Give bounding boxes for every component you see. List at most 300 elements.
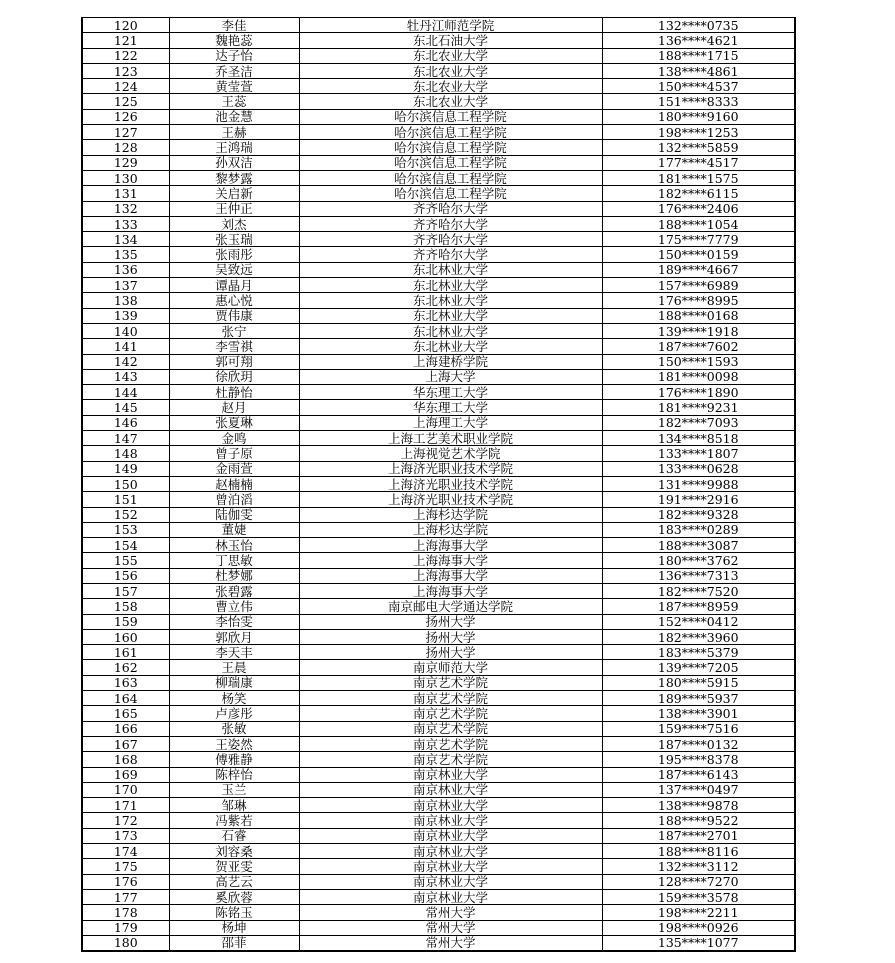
table-row: [82, 553, 795, 568]
table-row: [82, 492, 795, 507]
name-cell: 魏艳蕊: [169, 33, 299, 48]
row-number-cell: 139: [82, 308, 169, 323]
row-number-cell: 127: [82, 125, 169, 140]
phone-cell: 138****9878: [602, 798, 795, 813]
phone-cell: 187****8959: [602, 599, 795, 614]
school-cell: 齐齐哈尔大学: [299, 247, 602, 262]
table-row: [82, 507, 795, 522]
table-row: [82, 323, 795, 338]
school-cell: 上海视觉艺术学院: [299, 446, 602, 461]
phone-cell: 188****3087: [602, 538, 795, 553]
row-number-cell: 180: [82, 935, 169, 951]
school-cell: 上海海事大学: [299, 583, 602, 598]
row-number-cell: 143: [82, 369, 169, 384]
table-row: [82, 79, 795, 94]
name-cell: 奚欣蓉: [169, 889, 299, 904]
table-row: [82, 354, 795, 369]
row-number-cell: 155: [82, 553, 169, 568]
row-number-cell: 160: [82, 629, 169, 644]
school-cell: 南京艺术学院: [299, 736, 602, 751]
phone-cell: 176****2406: [602, 201, 795, 216]
name-cell: 孙双洁: [169, 155, 299, 170]
phone-cell: 138****4861: [602, 63, 795, 78]
phone-cell: 191****2916: [602, 492, 795, 507]
table-row: [82, 920, 795, 935]
row-number-cell: 159: [82, 614, 169, 629]
school-cell: 南京林业大学: [299, 798, 602, 813]
table-row: [82, 859, 795, 874]
row-number-cell: 161: [82, 645, 169, 660]
phone-cell: 137****0497: [602, 782, 795, 797]
name-cell: 赵楠楠: [169, 476, 299, 491]
row-number-cell: 156: [82, 568, 169, 583]
school-cell: 南京艺术学院: [299, 675, 602, 690]
name-cell: 邹琳: [169, 798, 299, 813]
row-number-cell: 176: [82, 874, 169, 889]
phone-cell: 132****0735: [602, 18, 795, 33]
name-cell: 张宁: [169, 323, 299, 338]
phone-cell: 176****8995: [602, 293, 795, 308]
school-cell: 南京林业大学: [299, 767, 602, 782]
phone-cell: 188****8116: [602, 844, 795, 859]
table-row: [82, 813, 795, 828]
table-row: [82, 125, 795, 140]
school-cell: 上海杉达学院: [299, 522, 602, 537]
school-cell: 东北农业大学: [299, 63, 602, 78]
row-number-cell: 137: [82, 278, 169, 293]
phone-cell: 132****5859: [602, 140, 795, 155]
name-cell: 金鸣: [169, 431, 299, 446]
table-row: [82, 186, 795, 201]
school-cell: 扬州大学: [299, 614, 602, 629]
phone-cell: 188****0168: [602, 308, 795, 323]
name-cell: 陈梓怡: [169, 767, 299, 782]
table-row: [82, 155, 795, 170]
table-row: [82, 599, 795, 614]
school-cell: 扬州大学: [299, 629, 602, 644]
row-number-cell: 134: [82, 232, 169, 247]
row-number-cell: 153: [82, 522, 169, 537]
name-cell: 金雨萱: [169, 461, 299, 476]
table-row: [82, 889, 795, 904]
table-row: [82, 339, 795, 354]
phone-cell: 181****9231: [602, 400, 795, 415]
name-cell: 杨坤: [169, 920, 299, 935]
name-cell: 张夏琳: [169, 415, 299, 430]
row-number-cell: 175: [82, 859, 169, 874]
school-cell: 东北林业大学: [299, 262, 602, 277]
row-number-cell: 177: [82, 889, 169, 904]
row-number-cell: 126: [82, 109, 169, 124]
school-cell: 齐齐哈尔大学: [299, 232, 602, 247]
row-number-cell: 135: [82, 247, 169, 262]
phone-cell: 152****0412: [602, 614, 795, 629]
table-row: [82, 583, 795, 598]
row-number-cell: 164: [82, 691, 169, 706]
name-cell: 李佳: [169, 18, 299, 33]
row-number-cell: 163: [82, 675, 169, 690]
row-number-cell: 133: [82, 216, 169, 231]
name-cell: 贾伟康: [169, 308, 299, 323]
name-cell: 王仲正: [169, 201, 299, 216]
row-number-cell: 124: [82, 79, 169, 94]
phone-cell: 159****7516: [602, 721, 795, 736]
table-row: [82, 385, 795, 400]
row-number-cell: 179: [82, 920, 169, 935]
school-cell: 南京林业大学: [299, 782, 602, 797]
table-row: [82, 538, 795, 553]
name-cell: 陈铭玉: [169, 905, 299, 920]
school-cell: 齐齐哈尔大学: [299, 216, 602, 231]
name-cell: 刘容桑: [169, 844, 299, 859]
school-cell: 常州大学: [299, 935, 602, 951]
phone-cell: 128****7270: [602, 874, 795, 889]
table-row: [82, 94, 795, 109]
school-cell: 东北林业大学: [299, 323, 602, 338]
table-row: [82, 109, 795, 124]
school-cell: 南京艺术学院: [299, 706, 602, 721]
row-number-cell: 173: [82, 828, 169, 843]
school-cell: 东北农业大学: [299, 79, 602, 94]
phone-cell: 176****1890: [602, 385, 795, 400]
name-cell: 张碧露: [169, 583, 299, 598]
table-row: [82, 767, 795, 782]
table-row: [82, 736, 795, 751]
school-cell: 东北林业大学: [299, 293, 602, 308]
name-cell: 董婕: [169, 522, 299, 537]
name-cell: 杜梦娜: [169, 568, 299, 583]
phone-cell: 187****7602: [602, 339, 795, 354]
name-cell: 王蕊: [169, 94, 299, 109]
table-row: [82, 844, 795, 859]
school-cell: 常州大学: [299, 905, 602, 920]
name-cell: 丁思敏: [169, 553, 299, 568]
name-cell: 吴致远: [169, 262, 299, 277]
phone-cell: 150****0159: [602, 247, 795, 262]
table-row: [82, 935, 795, 951]
phone-cell: 182****9328: [602, 507, 795, 522]
name-cell: 乔圣洁: [169, 63, 299, 78]
row-number-cell: 152: [82, 507, 169, 522]
name-cell: 郭欣月: [169, 629, 299, 644]
name-cell: 曾泊滔: [169, 492, 299, 507]
school-cell: 哈尔滨信息工程学院: [299, 109, 602, 124]
table-row: [82, 476, 795, 491]
table-row: [82, 874, 795, 889]
name-cell: 王晨: [169, 660, 299, 675]
school-cell: 扬州大学: [299, 645, 602, 660]
name-cell: 达子怡: [169, 48, 299, 63]
school-cell: 东北林业大学: [299, 278, 602, 293]
school-cell: 齐齐哈尔大学: [299, 201, 602, 216]
roster-table-body: [82, 18, 795, 952]
school-cell: 南京林业大学: [299, 859, 602, 874]
phone-cell: 133****0628: [602, 461, 795, 476]
row-number-cell: 168: [82, 752, 169, 767]
table-row: [82, 828, 795, 843]
name-cell: 赵月: [169, 400, 299, 415]
row-number-cell: 129: [82, 155, 169, 170]
table-row: [82, 645, 795, 660]
name-cell: 傅雅静: [169, 752, 299, 767]
name-cell: 惠心悦: [169, 293, 299, 308]
phone-cell: 133****1807: [602, 446, 795, 461]
row-number-cell: 151: [82, 492, 169, 507]
row-number-cell: 130: [82, 170, 169, 185]
table-row: [82, 905, 795, 920]
name-cell: 王赫: [169, 125, 299, 140]
phone-cell: 131****9988: [602, 476, 795, 491]
table-row: [82, 721, 795, 736]
row-number-cell: 122: [82, 48, 169, 63]
school-cell: 南京艺术学院: [299, 752, 602, 767]
name-cell: 张玉瑞: [169, 232, 299, 247]
phone-cell: 139****1918: [602, 323, 795, 338]
name-cell: 张雨彤: [169, 247, 299, 262]
row-number-cell: 157: [82, 583, 169, 598]
school-cell: 华东理工大学: [299, 385, 602, 400]
name-cell: 柳瑞康: [169, 675, 299, 690]
table-row: [82, 415, 795, 430]
phone-cell: 182****7520: [602, 583, 795, 598]
phone-cell: 157****6989: [602, 278, 795, 293]
table-row: [82, 48, 795, 63]
school-cell: 南京林业大学: [299, 844, 602, 859]
name-cell: 张敏: [169, 721, 299, 736]
row-number-cell: 132: [82, 201, 169, 216]
name-cell: 玉兰: [169, 782, 299, 797]
name-cell: 谭晶月: [169, 278, 299, 293]
table-row: [82, 614, 795, 629]
phone-cell: 180****3762: [602, 553, 795, 568]
row-number-cell: 154: [82, 538, 169, 553]
school-cell: 哈尔滨信息工程学院: [299, 140, 602, 155]
school-cell: 南京林业大学: [299, 889, 602, 904]
table-row: [82, 798, 795, 813]
phone-cell: 180****5915: [602, 675, 795, 690]
name-cell: 陆伽雯: [169, 507, 299, 522]
row-number-cell: 138: [82, 293, 169, 308]
row-number-cell: 145: [82, 400, 169, 415]
row-number-cell: 136: [82, 262, 169, 277]
row-number-cell: 128: [82, 140, 169, 155]
table-row: [82, 400, 795, 415]
phone-cell: 198****0926: [602, 920, 795, 935]
school-cell: 哈尔滨信息工程学院: [299, 186, 602, 201]
phone-cell: 181****1575: [602, 170, 795, 185]
row-number-cell: 171: [82, 798, 169, 813]
phone-cell: 183****5379: [602, 645, 795, 660]
school-cell: 哈尔滨信息工程学院: [299, 170, 602, 185]
phone-cell: 188****9522: [602, 813, 795, 828]
table-row: [82, 278, 795, 293]
row-number-cell: 142: [82, 354, 169, 369]
school-cell: 上海海事大学: [299, 553, 602, 568]
name-cell: 郭可翔: [169, 354, 299, 369]
school-cell: 南京邮电大学通达学院: [299, 599, 602, 614]
name-cell: 李天丰: [169, 645, 299, 660]
phone-cell: 182****7093: [602, 415, 795, 430]
name-cell: 刘杰: [169, 216, 299, 231]
name-cell: 卢彦彤: [169, 706, 299, 721]
name-cell: 曹立伟: [169, 599, 299, 614]
table-row: [82, 706, 795, 721]
school-cell: 牡丹江师范学院: [299, 18, 602, 33]
phone-cell: 188****1715: [602, 48, 795, 63]
phone-cell: 187****6143: [602, 767, 795, 782]
name-cell: 杜静怡: [169, 385, 299, 400]
school-cell: 哈尔滨信息工程学院: [299, 125, 602, 140]
row-number-cell: 178: [82, 905, 169, 920]
phone-cell: 151****8333: [602, 94, 795, 109]
phone-cell: 182****3960: [602, 629, 795, 644]
table-row: [82, 170, 795, 185]
phone-cell: 198****1253: [602, 125, 795, 140]
phone-cell: 195****8378: [602, 752, 795, 767]
school-cell: 上海济光职业技术学院: [299, 476, 602, 491]
phone-cell: 139****7205: [602, 660, 795, 675]
row-number-cell: 140: [82, 323, 169, 338]
phone-cell: 188****1054: [602, 216, 795, 231]
school-cell: 南京师范大学: [299, 660, 602, 675]
row-number-cell: 144: [82, 385, 169, 400]
name-cell: 冯紫若: [169, 813, 299, 828]
table-row: [82, 18, 795, 33]
row-number-cell: 169: [82, 767, 169, 782]
table-row: [82, 262, 795, 277]
phone-cell: 159****3578: [602, 889, 795, 904]
school-cell: 上海杉达学院: [299, 507, 602, 522]
phone-cell: 187****2701: [602, 828, 795, 843]
row-number-cell: 131: [82, 186, 169, 201]
row-number-cell: 148: [82, 446, 169, 461]
table-row: [82, 446, 795, 461]
phone-cell: 150****4537: [602, 79, 795, 94]
school-cell: 上海大学: [299, 369, 602, 384]
row-number-cell: 147: [82, 431, 169, 446]
table-row: [82, 216, 795, 231]
school-cell: 南京艺术学院: [299, 721, 602, 736]
row-number-cell: 165: [82, 706, 169, 721]
name-cell: 邵菲: [169, 935, 299, 951]
table-row: [82, 232, 795, 247]
school-cell: 东北石油大学: [299, 33, 602, 48]
phone-cell: 138****3901: [602, 706, 795, 721]
name-cell: 徐欣玥: [169, 369, 299, 384]
school-cell: 南京艺术学院: [299, 691, 602, 706]
row-number-cell: 150: [82, 476, 169, 491]
phone-cell: 181****0098: [602, 369, 795, 384]
table-row: [82, 629, 795, 644]
table-row: [82, 63, 795, 78]
school-cell: 上海工艺美术职业学院: [299, 431, 602, 446]
school-cell: 上海海事大学: [299, 538, 602, 553]
school-cell: 东北林业大学: [299, 339, 602, 354]
school-cell: 东北农业大学: [299, 94, 602, 109]
name-cell: 林玉怡: [169, 538, 299, 553]
row-number-cell: 149: [82, 461, 169, 476]
phone-cell: 132****3112: [602, 859, 795, 874]
row-number-cell: 162: [82, 660, 169, 675]
phone-cell: 175****7779: [602, 232, 795, 247]
school-cell: 南京林业大学: [299, 813, 602, 828]
row-number-cell: 121: [82, 33, 169, 48]
name-cell: 王姿然: [169, 736, 299, 751]
row-number-cell: 158: [82, 599, 169, 614]
row-number-cell: 174: [82, 844, 169, 859]
table-row: [82, 660, 795, 675]
row-number-cell: 172: [82, 813, 169, 828]
school-cell: 上海济光职业技术学院: [299, 461, 602, 476]
table-row: [82, 675, 795, 690]
table-row: [82, 752, 795, 767]
roster-table: [81, 17, 796, 952]
table-row: [82, 293, 795, 308]
name-cell: 石睿: [169, 828, 299, 843]
table-row: [82, 522, 795, 537]
phone-cell: 136****7313: [602, 568, 795, 583]
school-cell: 南京林业大学: [299, 828, 602, 843]
name-cell: 李怡雯: [169, 614, 299, 629]
school-cell: 上海济光职业技术学院: [299, 492, 602, 507]
table-row: [82, 461, 795, 476]
table-row: [82, 247, 795, 262]
row-number-cell: 146: [82, 415, 169, 430]
name-cell: 贺亚雯: [169, 859, 299, 874]
school-cell: 上海建桥学院: [299, 354, 602, 369]
school-cell: 东北林业大学: [299, 308, 602, 323]
phone-cell: 189****5937: [602, 691, 795, 706]
name-cell: 关启新: [169, 186, 299, 201]
phone-cell: 150****1593: [602, 354, 795, 369]
row-number-cell: 166: [82, 721, 169, 736]
school-cell: 华东理工大学: [299, 400, 602, 415]
name-cell: 李雪祺: [169, 339, 299, 354]
phone-cell: 135****1077: [602, 935, 795, 951]
phone-cell: 136****4621: [602, 33, 795, 48]
table-row: [82, 369, 795, 384]
table-row: [82, 691, 795, 706]
row-number-cell: 125: [82, 94, 169, 109]
school-cell: 上海海事大学: [299, 568, 602, 583]
phone-cell: 198****2211: [602, 905, 795, 920]
school-cell: 南京林业大学: [299, 874, 602, 889]
table-row: [82, 568, 795, 583]
table-row: [82, 201, 795, 216]
phone-cell: 134****8518: [602, 431, 795, 446]
table-row: [82, 431, 795, 446]
name-cell: 黄莹萱: [169, 79, 299, 94]
phone-cell: 180****9160: [602, 109, 795, 124]
name-cell: 黎梦露: [169, 170, 299, 185]
name-cell: 杨笑: [169, 691, 299, 706]
school-cell: 上海理工大学: [299, 415, 602, 430]
row-number-cell: 170: [82, 782, 169, 797]
school-cell: 常州大学: [299, 920, 602, 935]
table-row: [82, 33, 795, 48]
table-row: [82, 140, 795, 155]
row-number-cell: 141: [82, 339, 169, 354]
school-cell: 东北农业大学: [299, 48, 602, 63]
school-cell: 哈尔滨信息工程学院: [299, 155, 602, 170]
phone-cell: 177****4517: [602, 155, 795, 170]
phone-cell: 187****0132: [602, 736, 795, 751]
phone-cell: 183****0289: [602, 522, 795, 537]
row-number-cell: 123: [82, 63, 169, 78]
table-row: [82, 308, 795, 323]
name-cell: 池金慧: [169, 109, 299, 124]
name-cell: 王鸿瑞: [169, 140, 299, 155]
